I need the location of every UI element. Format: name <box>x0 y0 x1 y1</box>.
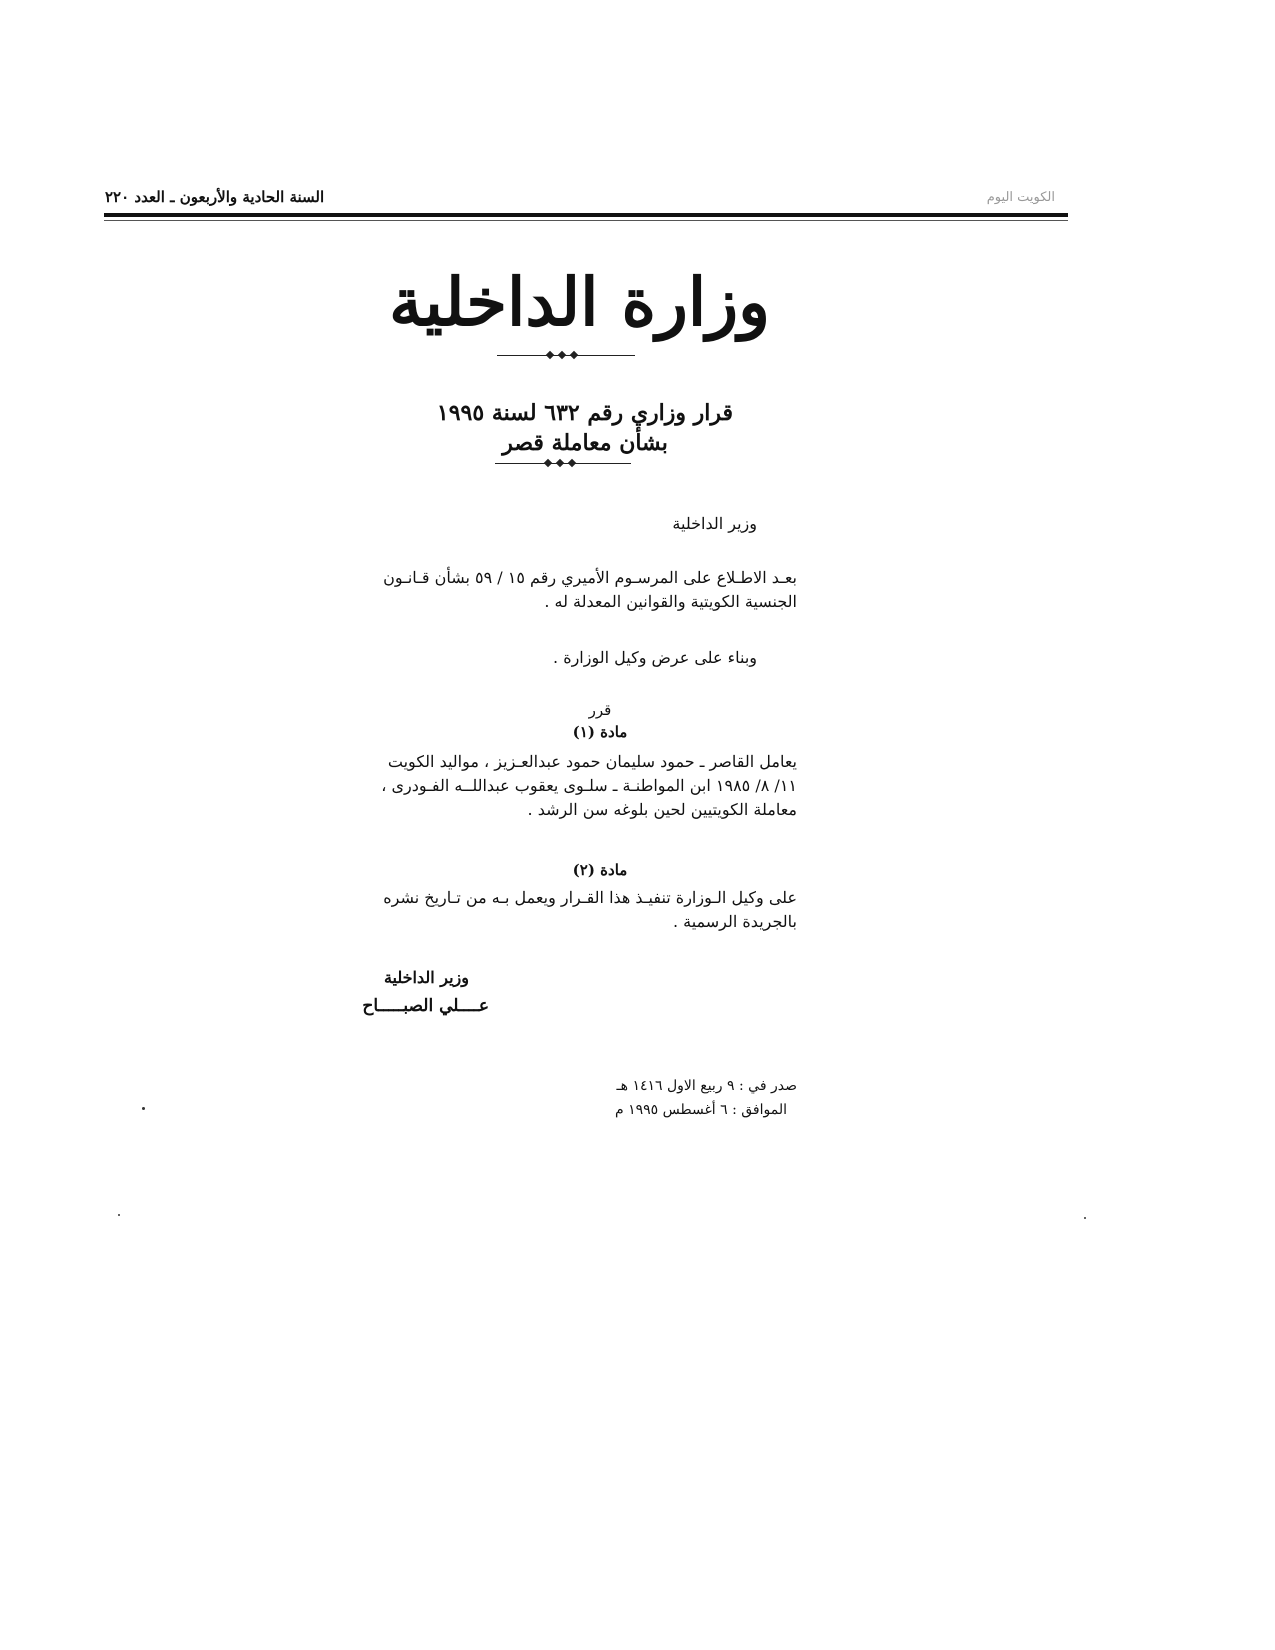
decision-title <box>420 398 750 458</box>
ornament-divider <box>495 458 631 470</box>
article2-heading: مادة (٢) <box>572 861 628 879</box>
issue-line: السنة الحادية والأربعون ـ العدد ٢٢٠ <box>105 188 325 206</box>
issue-date-hijri: صدر في : ٩ ربيع الاول ١٤١٦ هـ <box>616 1078 797 1094</box>
preamble-line: بعـد الاطـلاع على المرسـوم الأميري رقم ١٥ / ٥٩ بشأن قـانـون <box>383 568 797 587</box>
header-rule-thin <box>104 220 1068 221</box>
article2-text <box>337 886 797 934</box>
scan-speck <box>142 1107 145 1110</box>
scan-speck <box>1084 1217 1086 1219</box>
article-line: بالجريدة الرسمية . <box>672 912 797 931</box>
signature-name: عــــلي الصبـــــاح <box>362 996 489 1016</box>
issue-date-gregorian: الموافق : ٦ أغسطس ١٩٩٥ م <box>614 1102 787 1118</box>
scan-speck <box>118 1214 120 1216</box>
ornament-divider <box>497 350 635 362</box>
article1-text <box>337 750 797 822</box>
decided-label: قرر <box>588 701 612 719</box>
article-line: ١١/ ٨/ ١٩٨٥ ابن المواطنـة ـ سلـوى يعقوب عبداللــه الفـودرى ، <box>381 776 797 795</box>
article-line: يعامل القاصر ـ حمود سليمان حمود عبدالعـزيز ، مواليد الكويت <box>387 752 797 771</box>
article-line: على وكيل الـوزارة تنفيـذ هذا القـرار ويعمل بـه من تـاريخ نشره <box>383 888 797 907</box>
decision-title-line2: بشأن معاملة قصر <box>502 430 668 456</box>
article-line: معاملة الكويتيين لحين بلوغه سن الرشد . <box>527 800 797 819</box>
preamble <box>337 566 797 614</box>
signature-title: وزير الداخلية <box>383 968 469 987</box>
decision-title-line1: قرار وزاري رقم ٦٣٢ لسنة ١٩٩٥ <box>436 400 734 426</box>
addressee: وزير الداخلية <box>672 514 757 533</box>
ministry-title: وزارة الداخلية <box>389 263 770 341</box>
basis-paragraph: وبناء على عرض وكيل الوزارة . <box>553 648 757 667</box>
preamble-line: الجنسية الكويتية والقوانين المعدلة له . <box>544 592 797 611</box>
header-rule <box>104 213 1068 217</box>
publication-name: الكويت اليوم <box>986 190 1055 205</box>
article1-heading: مادة (١) <box>572 723 628 741</box>
